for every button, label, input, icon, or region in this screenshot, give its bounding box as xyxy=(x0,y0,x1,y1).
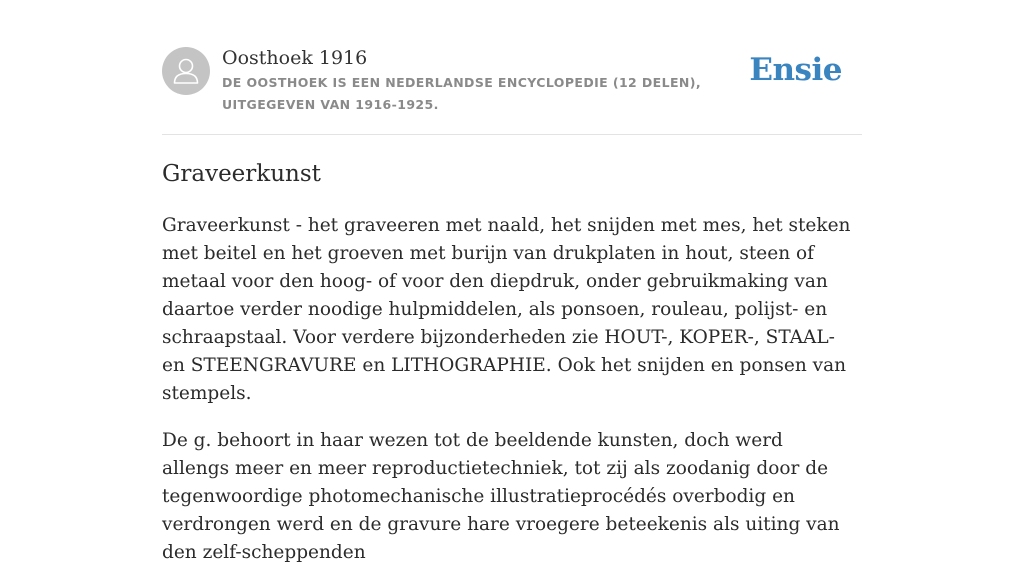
article-body xyxy=(162,212,852,586)
brand-logo[interactable]: Ensie xyxy=(749,52,842,88)
source-header xyxy=(162,0,862,135)
article-paragraph: De g. behoort in haar wezen tot de beeldende kunsten, doch werd allengs meer en meer reproductietechniek, tot zij als zoodanig door de tegenwoordige photomechanische illustratieprocédés overbodig en verdrongen werd en de gravure hare vroegere beteekenis als uiting van den zelf-scheppenden xyxy=(162,430,840,563)
source-description: DE OOSTHOEK IS EEN NEDERLANDSE ENCYCLOPEDIE (12 DELEN), UITGEGEVEN VAN 1916-1925. xyxy=(222,75,702,112)
page-container xyxy=(162,0,862,563)
source-title[interactable]: Oosthoek 1916 xyxy=(222,47,368,69)
avatar[interactable] xyxy=(162,47,210,95)
article-paragraph: Graveerkunst - het graveeren met naald, het snijden met mes, het steken met beitel en het groeven met burijn van drukplaten in hout, steen of metaal voor den hoog- of voor den diepdruk, onder gebruikmaking van daartoe verder noodige hulpmiddelen, als ponsoen, rouleau, polijst- en schraapstaal. Voor verdere bijzonderheden zie HOUT-, KOPER-, STAAL- en STEENGRAVURE en LITHOGRAPHIE. Ook het snijden en ponsen van stempels. xyxy=(162,215,851,404)
user-icon xyxy=(162,47,210,95)
article-title: Graveerkunst xyxy=(162,161,321,187)
